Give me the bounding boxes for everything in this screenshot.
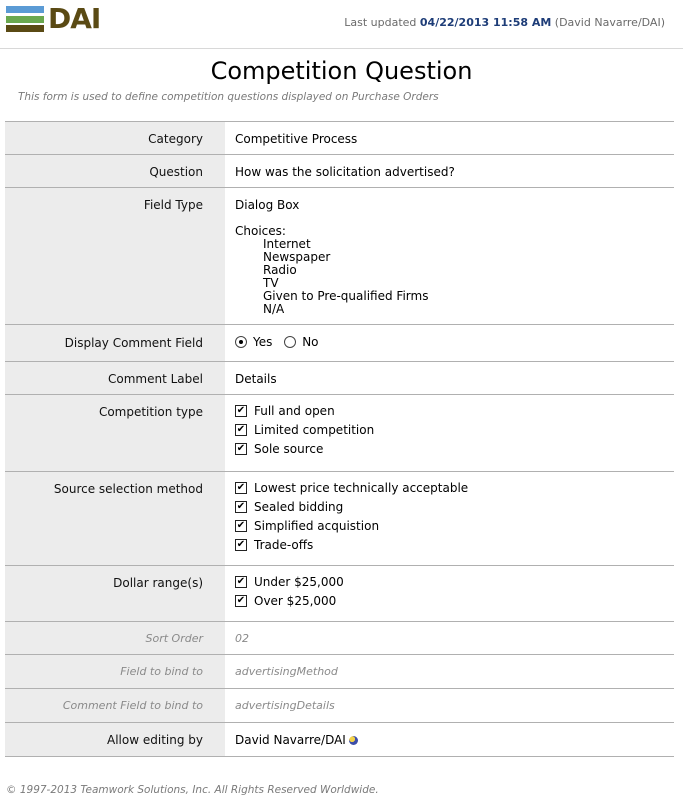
checkbox-checked-icon[interactable]: ✔ <box>236 481 246 493</box>
field-type-label: Field Type <box>5 188 225 325</box>
bind-comment-value: advertisingDetails <box>225 689 674 723</box>
choices-label: Choices: <box>235 224 286 238</box>
radio-yes[interactable] <box>235 336 247 348</box>
logo-stripes-icon <box>6 6 44 32</box>
row-display-comment <box>5 325 674 362</box>
checkbox-checked-icon[interactable]: ✔ <box>236 500 246 512</box>
choices-list <box>235 238 674 316</box>
row-source-selection <box>5 472 674 566</box>
source-selection-label: Source selection method <box>5 472 225 566</box>
checkbox-checked-icon[interactable]: ✔ <box>236 538 246 550</box>
radio-no-label: No <box>302 334 319 349</box>
sort-order-value: 02 <box>225 622 674 655</box>
display-comment-label: Display Comment Field <box>5 325 225 362</box>
row-competition-type <box>5 395 674 472</box>
display-comment-value <box>225 325 674 362</box>
row-bind-comment <box>5 689 674 723</box>
sort-order-label: Sort Order <box>5 622 225 655</box>
allow-editing-label: Allow editing by <box>5 723 225 757</box>
choice-item: TV <box>263 276 279 290</box>
copyright-footer: © 1997-2013 Teamwork Solutions, Inc. All Rights Reserved Worldwide. <box>6 784 379 796</box>
option-label: Lowest price technically acceptable <box>254 480 469 495</box>
dollar-range-value <box>225 566 674 622</box>
allow-editing-person[interactable]: David Navarre/DAI <box>235 733 346 747</box>
page-title: Competition Question <box>210 57 473 85</box>
option-label: Trade-offs <box>254 537 314 552</box>
option-label: Sole source <box>254 441 324 456</box>
choice-item: N/A <box>263 302 285 316</box>
choice-item: Internet <box>263 237 311 251</box>
option-label: Over $25,000 <box>254 593 337 608</box>
competition-type-label: Competition type <box>5 395 225 472</box>
radio-yes-label: Yes <box>253 334 273 349</box>
bind-field-label: Field to bind to <box>5 655 225 689</box>
competition-type-value <box>225 395 674 472</box>
option-label: Simplified acquistion <box>254 518 380 533</box>
checkbox-checked-icon[interactable]: ✔ <box>236 442 246 454</box>
category-value: Competitive Process <box>225 122 674 155</box>
logo-text: DAI <box>48 2 101 35</box>
radio-no[interactable] <box>284 336 296 348</box>
last-updated-stamp: 04/22/2013 11:58 AM <box>419 16 552 29</box>
checkbox-checked-icon[interactable]: ✔ <box>236 423 246 435</box>
row-question <box>5 155 674 188</box>
row-sort-order <box>5 622 674 655</box>
category-label: Category <box>5 122 225 155</box>
page-header <box>0 0 683 49</box>
row-category <box>5 122 674 155</box>
last-updated <box>344 16 665 29</box>
source-selection-value <box>225 472 674 566</box>
dai-logo <box>6 2 101 35</box>
last-updated-by: (David Navarre/DAI) <box>554 16 665 29</box>
row-allow-editing <box>5 723 674 757</box>
choice-item: Given to Pre-qualified Firms <box>263 289 429 303</box>
row-field-type <box>5 188 674 325</box>
option-label: Full and open <box>254 403 335 418</box>
checkbox-checked-icon[interactable]: ✔ <box>236 404 246 416</box>
dollar-range-label: Dollar range(s) <box>5 566 225 622</box>
field-type-value <box>225 188 674 325</box>
page-subtitle: This form is used to define competition questions displayed on Purchase Orders <box>18 91 439 103</box>
last-updated-label: Last updated <box>344 16 417 29</box>
comment-label-value: Details <box>225 362 674 395</box>
option-label: Limited competition <box>254 422 375 437</box>
option-label: Under $25,000 <box>254 574 344 589</box>
bind-comment-label: Comment Field to bind to <box>5 689 225 723</box>
bind-field-value: advertisingMethod <box>225 655 674 689</box>
field-type-name: Dialog Box <box>235 198 300 212</box>
choice-item: Radio <box>263 263 297 277</box>
question-label: Question <box>5 155 225 188</box>
question-form <box>5 121 674 757</box>
row-comment-label <box>5 362 674 395</box>
allow-editing-value <box>225 723 674 757</box>
question-value: How was the solicitation advertised? <box>225 155 674 188</box>
checkbox-checked-icon[interactable]: ✔ <box>236 575 246 587</box>
person-status-icon <box>349 736 358 745</box>
checkbox-checked-icon[interactable]: ✔ <box>236 594 246 606</box>
row-dollar-range <box>5 566 674 622</box>
checkbox-checked-icon[interactable]: ✔ <box>236 519 246 531</box>
option-label: Sealed bidding <box>254 499 344 514</box>
row-bind-field <box>5 655 674 689</box>
comment-label-label: Comment Label <box>5 362 225 395</box>
choice-item: Newspaper <box>263 250 331 264</box>
